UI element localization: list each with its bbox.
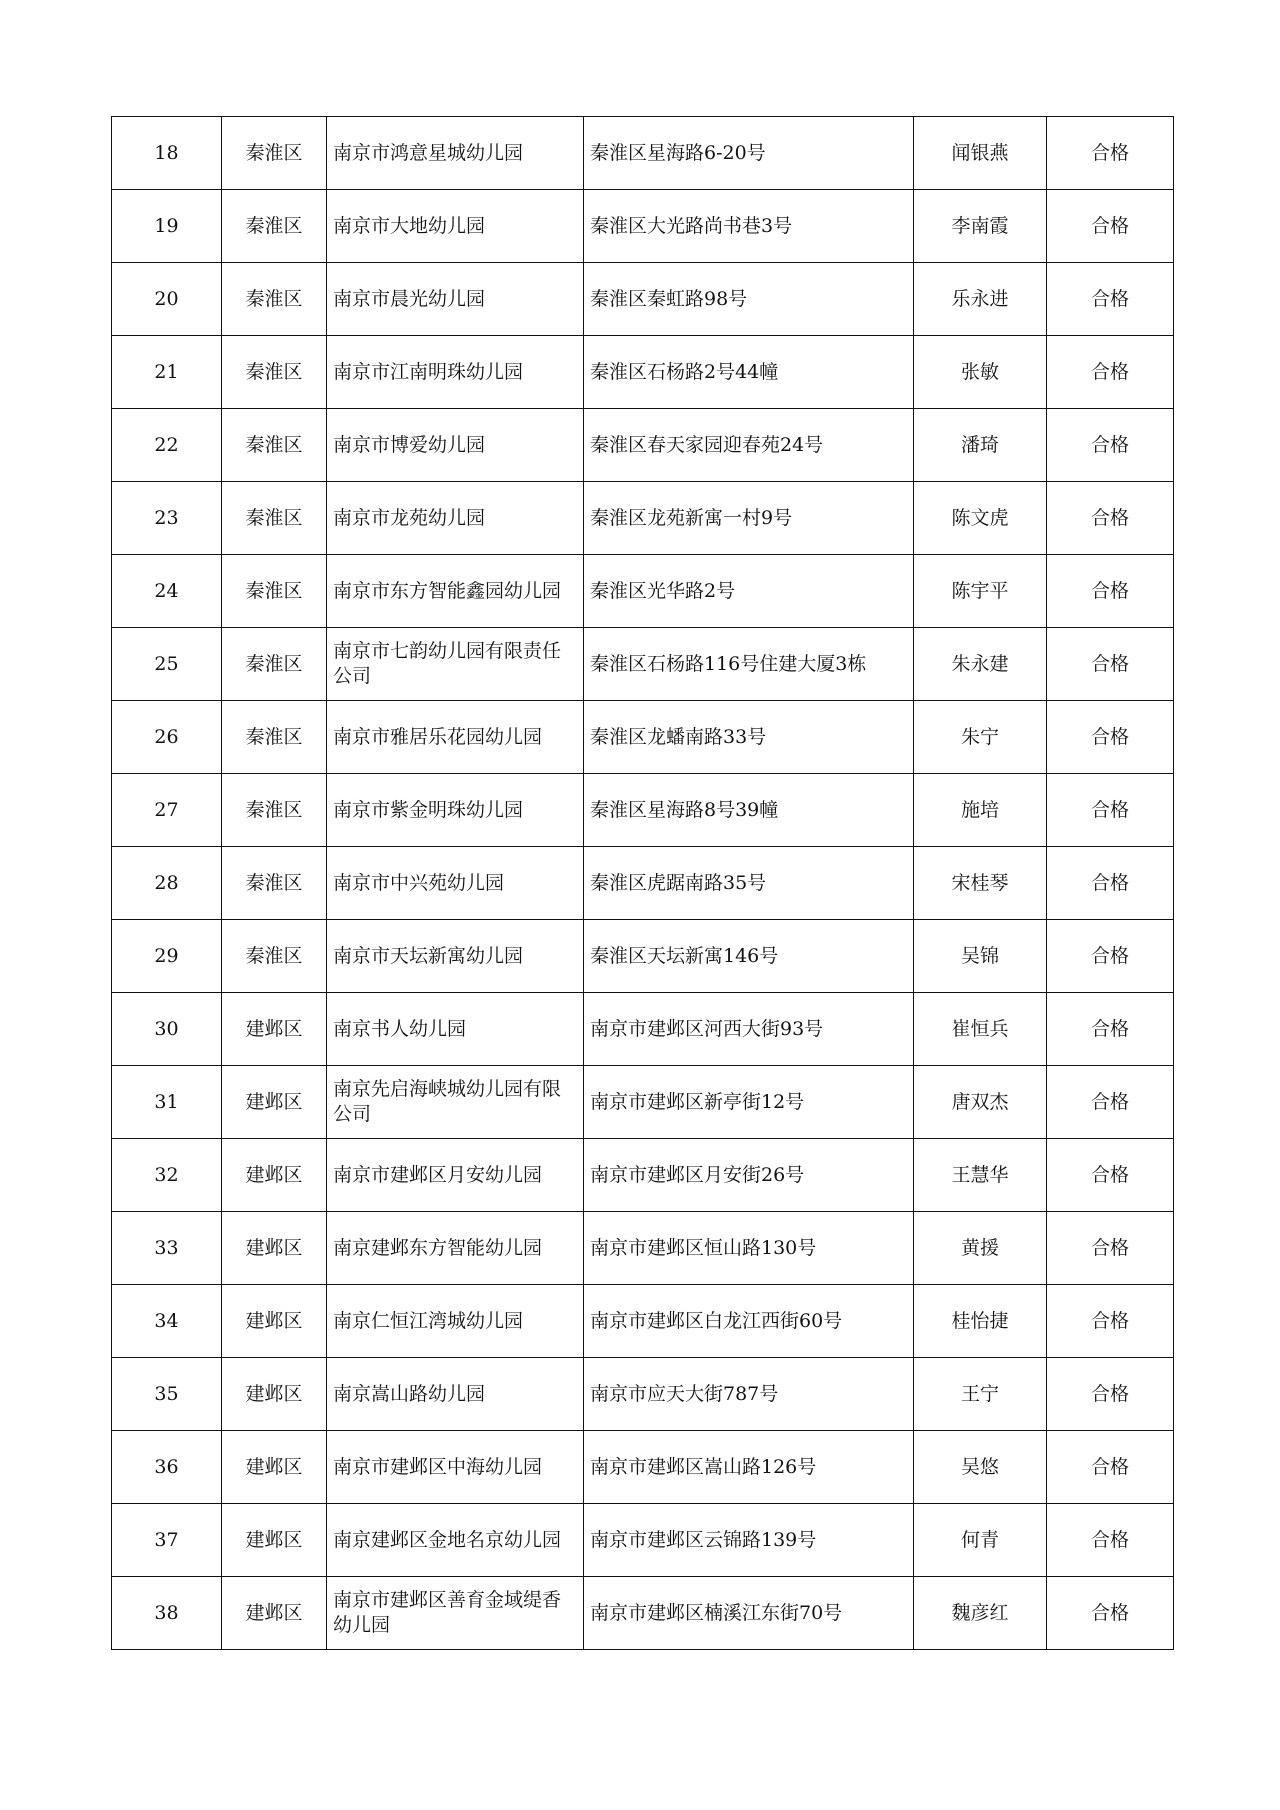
address-cell: 秦淮区秦虹路98号 [584,263,914,336]
address-cell: 秦淮区石杨路116号住建大厦3栋 [584,628,914,701]
district-cell: 秦淮区 [222,701,327,774]
result-cell: 合格 [1047,993,1174,1066]
row-number-cell: 20 [112,263,222,336]
principal-cell: 陈文虎 [914,482,1047,555]
kindergarten-name-cell: 南京书人幼儿园 [327,993,584,1066]
kindergarten-name-cell: 南京建邺东方智能幼儿园 [327,1212,584,1285]
table-row [112,628,1174,701]
kindergarten-inspection-table [111,116,1174,1650]
kindergarten-name-cell: 南京市鸿意星城幼儿园 [327,117,584,190]
kindergarten-name-cell: 南京嵩山路幼儿园 [327,1358,584,1431]
kindergarten-name-cell: 南京市建邺区中海幼儿园 [327,1431,584,1504]
table-row [112,555,1174,628]
principal-cell: 李南霞 [914,190,1047,263]
kindergarten-name-cell: 南京先启海峡城幼儿园有限公司 [327,1066,584,1139]
kindergarten-name-cell: 南京市中兴苑幼儿园 [327,847,584,920]
result-cell: 合格 [1047,628,1174,701]
principal-cell: 崔恒兵 [914,993,1047,1066]
address-cell: 南京市建邺区嵩山路126号 [584,1431,914,1504]
principal-cell: 桂怡捷 [914,1285,1047,1358]
result-cell: 合格 [1047,263,1174,336]
row-number-cell: 23 [112,482,222,555]
address-cell: 南京市建邺区月安街26号 [584,1139,914,1212]
kindergarten-name-cell: 南京市七韵幼儿园有限责任公司 [327,628,584,701]
result-cell: 合格 [1047,1504,1174,1577]
kindergarten-name-cell: 南京市大地幼儿园 [327,190,584,263]
district-cell: 秦淮区 [222,336,327,409]
result-cell: 合格 [1047,1139,1174,1212]
row-number-cell: 37 [112,1504,222,1577]
table-row [112,1285,1174,1358]
address-cell: 南京市建邺区新亭街12号 [584,1066,914,1139]
kindergarten-name-cell: 南京仁恒江湾城幼儿园 [327,1285,584,1358]
principal-cell: 黄援 [914,1212,1047,1285]
district-cell: 秦淮区 [222,920,327,993]
result-cell: 合格 [1047,1212,1174,1285]
kindergarten-name-cell: 南京市江南明珠幼儿园 [327,336,584,409]
result-cell: 合格 [1047,701,1174,774]
row-number-cell: 32 [112,1139,222,1212]
address-cell: 秦淮区天坛新寓146号 [584,920,914,993]
principal-cell: 陈宇平 [914,555,1047,628]
district-cell: 秦淮区 [222,847,327,920]
address-cell: 秦淮区石杨路2号44幢 [584,336,914,409]
table-row [112,920,1174,993]
result-cell: 合格 [1047,117,1174,190]
kindergarten-name-cell: 南京市龙苑幼儿园 [327,482,584,555]
address-cell: 秦淮区龙蟠南路33号 [584,701,914,774]
result-cell: 合格 [1047,1431,1174,1504]
table-row [112,1431,1174,1504]
row-number-cell: 21 [112,336,222,409]
kindergarten-name-cell: 南京市建邺区月安幼儿园 [327,1139,584,1212]
kindergarten-name-cell: 南京市建邺区善育金域缇香幼儿园 [327,1577,584,1650]
address-cell: 南京市建邺区河西大街93号 [584,993,914,1066]
kindergarten-name-cell: 南京市天坛新寓幼儿园 [327,920,584,993]
result-cell: 合格 [1047,774,1174,847]
table-body [112,117,1174,1650]
district-cell: 建邺区 [222,1212,327,1285]
principal-cell: 何青 [914,1504,1047,1577]
row-number-cell: 29 [112,920,222,993]
result-cell: 合格 [1047,336,1174,409]
result-cell: 合格 [1047,1577,1174,1650]
kindergarten-name-cell: 南京市博爱幼儿园 [327,409,584,482]
address-cell: 南京市建邺区白龙江西街60号 [584,1285,914,1358]
kindergarten-name-cell: 南京市东方智能鑫园幼儿园 [327,555,584,628]
table-row [112,701,1174,774]
result-cell: 合格 [1047,920,1174,993]
district-cell: 秦淮区 [222,774,327,847]
district-cell: 秦淮区 [222,482,327,555]
principal-cell: 王宁 [914,1358,1047,1431]
principal-cell: 唐双杰 [914,1066,1047,1139]
table-row [112,1212,1174,1285]
result-cell: 合格 [1047,190,1174,263]
principal-cell: 吴悠 [914,1431,1047,1504]
principal-cell: 施培 [914,774,1047,847]
row-number-cell: 22 [112,409,222,482]
district-cell: 建邺区 [222,1431,327,1504]
district-cell: 秦淮区 [222,190,327,263]
address-cell: 秦淮区星海路8号39幢 [584,774,914,847]
district-cell: 建邺区 [222,1504,327,1577]
row-number-cell: 38 [112,1577,222,1650]
table-row [112,1358,1174,1431]
principal-cell: 张敏 [914,336,1047,409]
district-cell: 建邺区 [222,1577,327,1650]
district-cell: 秦淮区 [222,409,327,482]
principal-cell: 潘琦 [914,409,1047,482]
kindergarten-name-cell: 南京市紫金明珠幼儿园 [327,774,584,847]
principal-cell: 乐永进 [914,263,1047,336]
kindergarten-name-cell: 南京市晨光幼儿园 [327,263,584,336]
row-number-cell: 34 [112,1285,222,1358]
row-number-cell: 18 [112,117,222,190]
table-row [112,409,1174,482]
principal-cell: 朱宁 [914,701,1047,774]
table-row [112,1139,1174,1212]
district-cell: 秦淮区 [222,117,327,190]
row-number-cell: 36 [112,1431,222,1504]
address-cell: 秦淮区虎踞南路35号 [584,847,914,920]
result-cell: 合格 [1047,409,1174,482]
row-number-cell: 30 [112,993,222,1066]
table-row [112,482,1174,555]
row-number-cell: 35 [112,1358,222,1431]
principal-cell: 吴锦 [914,920,1047,993]
district-cell: 建邺区 [222,1285,327,1358]
district-cell: 秦淮区 [222,628,327,701]
address-cell: 南京市建邺区楠溪江东街70号 [584,1577,914,1650]
district-cell: 建邺区 [222,1358,327,1431]
principal-cell: 王慧华 [914,1139,1047,1212]
result-cell: 合格 [1047,1066,1174,1139]
address-cell: 秦淮区大光路尚书巷3号 [584,190,914,263]
district-cell: 建邺区 [222,993,327,1066]
table-row [112,847,1174,920]
row-number-cell: 19 [112,190,222,263]
result-cell: 合格 [1047,1358,1174,1431]
principal-cell: 闻银燕 [914,117,1047,190]
table-row [112,117,1174,190]
kindergarten-name-cell: 南京市雅居乐花园幼儿园 [327,701,584,774]
row-number-cell: 33 [112,1212,222,1285]
table-row [112,1066,1174,1139]
address-cell: 南京市建邺区恒山路130号 [584,1212,914,1285]
principal-cell: 宋桂琴 [914,847,1047,920]
address-cell: 秦淮区春天家园迎春苑24号 [584,409,914,482]
address-cell: 秦淮区光华路2号 [584,555,914,628]
table-row [112,774,1174,847]
table-row [112,1504,1174,1577]
row-number-cell: 27 [112,774,222,847]
address-cell: 南京市建邺区云锦路139号 [584,1504,914,1577]
row-number-cell: 26 [112,701,222,774]
table-row [112,1577,1174,1650]
row-number-cell: 28 [112,847,222,920]
address-cell: 秦淮区龙苑新寓一村9号 [584,482,914,555]
address-cell: 秦淮区星海路6-20号 [584,117,914,190]
table-row [112,993,1174,1066]
district-cell: 建邺区 [222,1139,327,1212]
result-cell: 合格 [1047,847,1174,920]
row-number-cell: 25 [112,628,222,701]
table-row [112,336,1174,409]
kindergarten-name-cell: 南京建邺区金地名京幼儿园 [327,1504,584,1577]
table-row [112,190,1174,263]
district-cell: 秦淮区 [222,263,327,336]
address-cell: 南京市应天大街787号 [584,1358,914,1431]
result-cell: 合格 [1047,1285,1174,1358]
result-cell: 合格 [1047,482,1174,555]
district-cell: 建邺区 [222,1066,327,1139]
district-cell: 秦淮区 [222,555,327,628]
table-row [112,263,1174,336]
principal-cell: 魏彦红 [914,1577,1047,1650]
row-number-cell: 24 [112,555,222,628]
principal-cell: 朱永建 [914,628,1047,701]
result-cell: 合格 [1047,555,1174,628]
row-number-cell: 31 [112,1066,222,1139]
